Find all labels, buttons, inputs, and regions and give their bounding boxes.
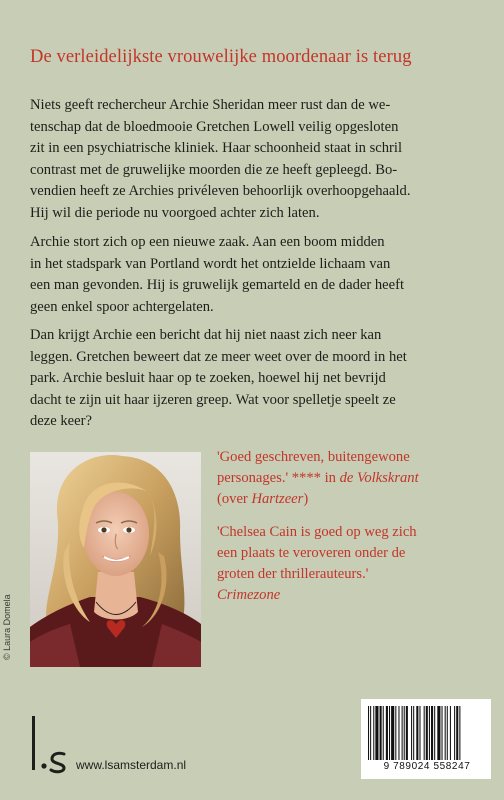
- barcode-bar: [426, 706, 428, 760]
- quote-line: [217, 489, 487, 510]
- blurb-line: geen enkel spoor achtergelaten.: [30, 298, 214, 315]
- quote-source: Crimezone: [217, 587, 281, 603]
- blurb-paragraph-2: [30, 232, 478, 318]
- blurb-paragraph-3: [30, 325, 478, 433]
- barcode-bar: [450, 706, 451, 760]
- review-quote-crimezone: [217, 522, 487, 606]
- author-photo: [30, 452, 201, 667]
- barcode-bar: [413, 706, 414, 760]
- tagline: De verleidelijkste vrouwelijke moordenaar is terug: [30, 47, 412, 67]
- barcode-bar: [437, 706, 440, 760]
- blurb-line: Dan krijgt Archie een bericht dat hij niet naast zich neer kan: [30, 327, 382, 343]
- barcode-bar: [454, 706, 455, 760]
- barcode-bar: [391, 706, 394, 760]
- blurb-line: tenschap dat de bloedmooie Gretchen Lowell veilig opgesloten: [30, 118, 399, 135]
- isbn-number: 9 789024 558247: [383, 761, 471, 772]
- barcode-bar: [375, 706, 378, 760]
- barcode-bar: [434, 706, 435, 760]
- quote-line: [217, 468, 487, 489]
- blurb-line: zit in een psychiatrische kliniek. Haar schoonheid staat in schril: [30, 140, 403, 157]
- barcode-bar: [368, 706, 369, 760]
- barcode-bar: [383, 706, 384, 760]
- barcode-bar: [406, 706, 408, 760]
- barcode: [361, 699, 491, 779]
- quote-book-title: Hartzeer: [251, 491, 304, 507]
- barcode-bar: [442, 706, 443, 760]
- quote-text: personages.' **** in: [217, 470, 340, 486]
- blurb-line: een man gevonden. Hij is gruwelijk gemarteld en de dader heeft: [30, 277, 405, 294]
- review-quote-volkskrant: [217, 447, 487, 510]
- blurb-line: dacht te zijn uit haar ijzeren greep. Wat voor spelletje speelt ze: [30, 391, 396, 408]
- quote-line: [217, 585, 487, 606]
- barcode-bar: [416, 706, 418, 760]
- blurb-paragraph-1: [30, 95, 478, 225]
- barcode-bar: [445, 706, 446, 760]
- blurb-line: Archie stort zich op een nieuwe zaak. Aan een boom midden: [30, 234, 385, 250]
- blurb-line: in het stadspark van Portland wordt het ontzielde lichaam van: [30, 255, 391, 272]
- barcode-bar: [419, 706, 420, 760]
- photo-credit: © Laura Domela: [2, 594, 12, 660]
- barcode-bar: [404, 706, 405, 760]
- blurb-line: Hij wil die periode nu voorgoed achter zich laten.: [30, 204, 320, 221]
- blurb-line: contrast met de gruwelijke moorden die ze heeft gepleegd. Bo-: [30, 161, 398, 178]
- barcode-bar: [429, 706, 430, 760]
- barcode-bar: [411, 706, 412, 760]
- quote-text: (over: [217, 491, 252, 507]
- barcode-bar: [424, 706, 425, 760]
- quote-line: een plaats te veroveren onder de: [217, 545, 406, 561]
- blurb-line: Niets geeft rechercheur Archie Sheridan meer rust dan de we-: [30, 97, 391, 113]
- barcode-bar: [402, 706, 403, 760]
- barcode-bar: [373, 706, 374, 760]
- barcode-bar: [370, 706, 371, 760]
- barcode-bar: [389, 706, 390, 760]
- blurb-line: leggen. Gretchen beweert dat ze meer weet over de moord in het: [30, 348, 407, 365]
- barcode-bar: [380, 706, 382, 760]
- barcode-bar: [459, 706, 460, 760]
- blurb-line: vendien heeft ze Archies privéleven behoorlijk overhoopgehaald.: [30, 183, 411, 200]
- barcode-bar: [456, 706, 458, 760]
- quote-line: groten der thrillerauteurs.': [217, 566, 369, 582]
- quote-text: ): [303, 491, 309, 507]
- quote-line: 'Goed geschreven, buitengewone: [217, 449, 410, 465]
- quote-line: 'Chelsea Cain is goed op weg zich: [217, 524, 417, 540]
- barcode-bar: [386, 706, 388, 760]
- publisher-website: www.lsamsterdam.nl: [76, 758, 187, 772]
- barcode-bar: [447, 706, 448, 760]
- author-portrait-illustration: [30, 452, 201, 667]
- barcode-bar: [398, 706, 399, 760]
- quote-source: de Volkskrant: [339, 470, 419, 486]
- barcode-bars: [368, 706, 484, 760]
- blurb-line: park. Archie besluit haar op te zoeken, hoewel hij net bevrijd: [30, 370, 386, 387]
- blurb-line: deze keer?: [30, 413, 92, 430]
- barcode-bar: [395, 706, 396, 760]
- barcode-bar: [431, 706, 433, 760]
